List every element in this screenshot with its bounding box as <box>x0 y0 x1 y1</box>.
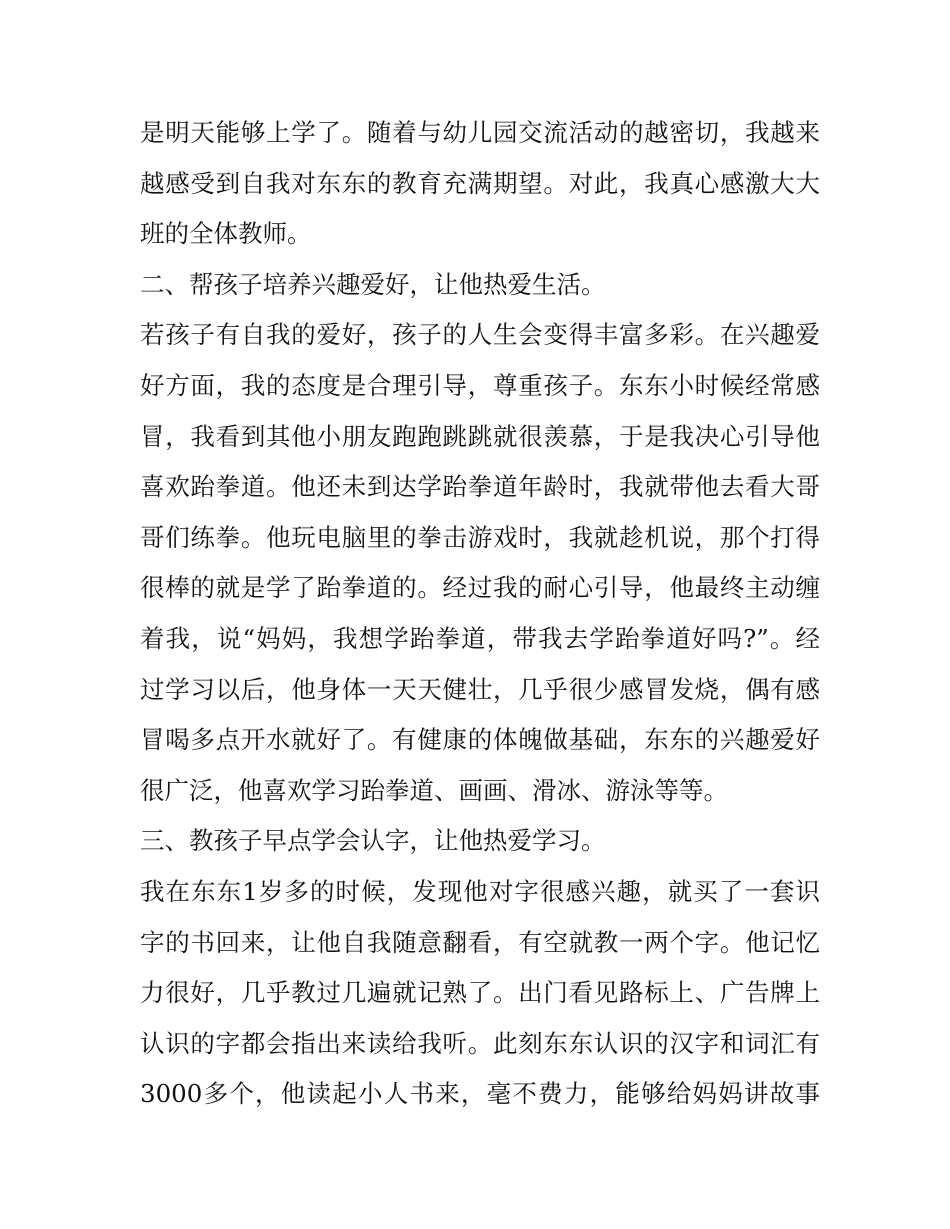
text-line: 过学习以后，他身体一天天健壮，几乎很少感冒发烧，偶有感 <box>140 674 820 704</box>
section-heading: 二、帮孩子培养兴趣爱好，让他热爱生活。 <box>140 269 606 299</box>
text-line: 冒，我看到其他小朋友跑跑跳跳就很羡慕，于是我决心引导他 <box>140 421 820 451</box>
text-line: 哥们练拳。他玩电脑里的拳击游戏时，我就趁机说，那个打得 <box>140 522 820 552</box>
text-line: 着我，说“妈妈，我想学跆拳道，带我去学跆拳道好吗?”。经 <box>140 623 820 653</box>
text-line: 认识的字都会指出来读给我听。此刻东东认识的汉字和词汇有 <box>140 1028 820 1058</box>
section-heading: 三、教孩子早点学会认字，让他热爱学习。 <box>140 826 606 856</box>
text-line: 很广泛，他喜欢学习跆拳道、画画、滑冰、游泳等等。 <box>140 775 728 805</box>
text-line: 好方面，我的态度是合理引导，尊重孩子。东东小时候经常感 <box>140 370 820 400</box>
text-line: 若孩子有自我的爱好，孩子的人生会变得丰富多彩。在兴趣爱 <box>140 320 820 350</box>
text-line: 冒喝多点开水就好了。有健康的体魄做基础，东东的兴趣爱好 <box>140 725 820 755</box>
text-line: 越感受到自我对东东的教育充满期望。对此，我真心感激大大 <box>140 168 820 198</box>
text-line: 喜欢跆拳道。他还未到达学跆拳道年龄时，我就带他去看大哥 <box>140 472 820 502</box>
text-line: 班的全体教师。 <box>140 219 312 249</box>
text-line: 力很好，几乎教过几遍就记熟了。出门看见路标上、广告牌上 <box>140 978 820 1008</box>
text-line: 字的书回来，让他自我随意翻看，有空就教一两个字。他记忆 <box>140 927 820 957</box>
text-line: 3000多个，他读起小人书来，毫不费力，能够给妈妈讲故事 <box>140 1079 820 1109</box>
text-line: 我在东东1岁多的时候，发现他对字很感兴趣，就买了一套识 <box>140 876 820 906</box>
text-line: 是明天能够上学了。随着与幼儿园交流活动的越密切，我越来 <box>140 118 820 147</box>
text-line: 很棒的就是学了跆拳道的。经过我的耐心引导，他最终主动缠 <box>140 573 820 603</box>
body-text <box>140 108 820 1120</box>
